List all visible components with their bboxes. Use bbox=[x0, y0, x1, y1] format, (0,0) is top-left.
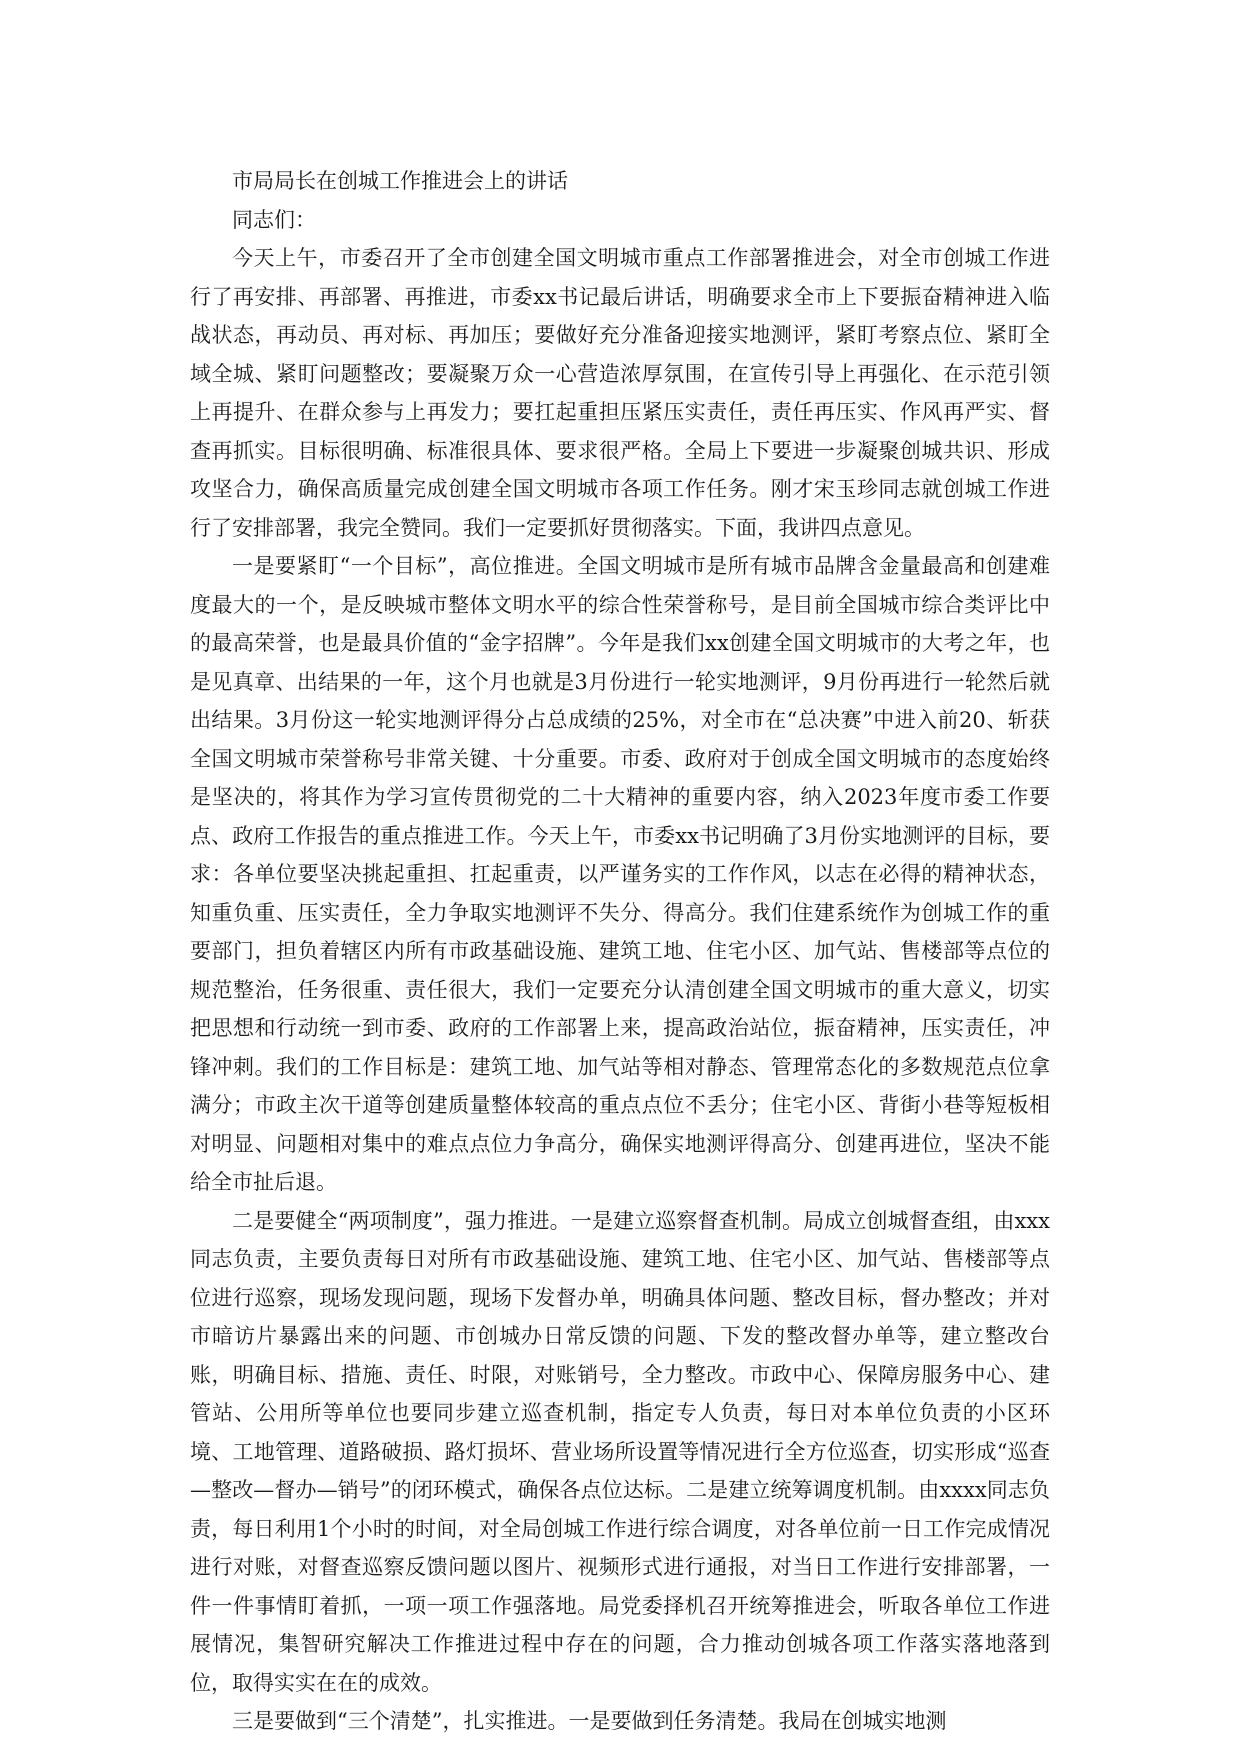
salutation: 同志们： bbox=[232, 207, 316, 232]
document-title: 市局局长在创城工作推进会上的讲话 bbox=[232, 169, 568, 193]
paragraph-intro: 今天上午，市委召开了全市创建全国文明城市重点工作部署推进会，对全市创城工作进行了再安排、再部署、再推进，市委xx书记最后讲话，明确要求全市上下要振奋精神进入临战状态，再动员、再对标、再加压；要做好充分准备迎接实地测评，紧盯考察点位、紧盯全域全城、紧盯问题整改；要凝聚万众一心营造浓厚氛围，在宣传引导上再强化、在示范引领上再提升、在群众参与上再发力；要扛起重担压紧压实责任，责任再压实、作风再严实、督查再抓实。目标很明确、标准很具体、要求很严格。全局上下要进一步凝聚创城共识、形成攻坚合力，确保高质量完成创建全国文明城市各项工作任务。刚才宋玉珍同志就创城工作进行了安排部署，我完全赞同。我们一定要抓好贯彻落实。下面，我讲四点意见。 bbox=[190, 246, 1050, 540]
paragraph-one-goal: 一是要紧盯“一个目标”，高位推进。全国文明城市是所有城市品牌含金量最高和创建难度最大的一个，是反映城市整体文明水平的综合性荣誉称号，是目前全国城市综合类评比中的最高荣誉，也是最具价值的“金字招牌”。今年是我们xx创建全国文明城市的大考之年，也是见真章、出结果的一年，这个月也就是3月份进行一轮实地测评，9月份再进行一轮然后就出结果。3月份这一轮实地测评得分占总成绩的25%，对全市在“总决赛”中进入前20、斩获全国文明城市荣誉称号非常关键、十分重要。市委、政府对于创成全国文明城市的态度始终是坚决的，将其作为学习宣传贯彻党的二十大精神的重要内容，纳入2023年度市委工作要点、政府工作报告的重点推进工作。今天上午，市委xx书记明确了3月份实地测评的目标，要求：各单位要坚决挑起重担、扛起重责，以严谨务实的工作作风，以志在必得的精神状态，知重负重、压实责任，全力争取实地测评不失分、得高分。我们住建系统作为创城工作的重要部门，担负着辖区内所有市政基础设施、建筑工地、住宅小区、加气站、售楼部等点位的规范整治，任务很重、责任很大，我们一定要充分认清创建全国文明城市的重大意义，切实把思想和行动统一到市委、政府的工作部署上来，提高政治站位，振奋精神，压实责任，冲锋冲刺。我们的工作目标是：建筑工地、加气站等相对静态、管理常态化的多数规范点位拿满分；市政主次干道等创建质量整体较高的重点点位不丢分；住宅小区、背街小巷等短板相对明显、问题相对集中的难点点位力争高分，确保实地测评得高分、创建再进位，坚决不能给全市扯后退。 bbox=[190, 554, 1050, 1194]
document-body bbox=[190, 162, 1050, 1741]
paragraph-three-clarities: 三是要做到“三个清楚”，扎实推进。一是要做到任务清楚。我局在创城实地测 bbox=[232, 1709, 947, 1733]
paragraph-two-systems: 二是要健全“两项制度”，强力推进。一是建立巡察督查机制。局成立创城督查组，由xxx同志负责，主要负责每日对所有市政基础设施、建筑工地、住宅小区、加气站、售楼部等点位进行巡察，现场发现问题，现场下发督办单，明确具体问题、整改目标，督办整改；并对市暗访片暴露出来的问题、市创城办日常反馈的问题、下发的整改督办单等，建立整改台账，明确目标、措施、责任、时限，对账销号，全力整改。市政中心、保障房服务中心、建管站、公用所等单位也要同步建立巡查机制，指定专人负责，每日对本单位负责的小区环境、工地管理、道路破损、路灯损坏、营业场所设置等情况进行全方位巡查，切实形成“巡查—整改—督办—销号”的闭环模式，确保各点位达标。二是建立统筹调度机制。由xxxx同志负责，每日利用1个小时的时间，对全局创城工作进行综合调度，对各单位前一日工作完成情况进行对账，对督查巡察反馈问题以图片、视频形式进行通报，对当日工作进行安排部署，一件一件事情盯着抓，一项一项工作强落地。局党委择机召开统筹推进会，听取各单位工作进展情况，集智研究解决工作推进过程中存在的问题，合力推动创城各项工作落实落地落到位，取得实实在在的成效。 bbox=[190, 1208, 1050, 1695]
